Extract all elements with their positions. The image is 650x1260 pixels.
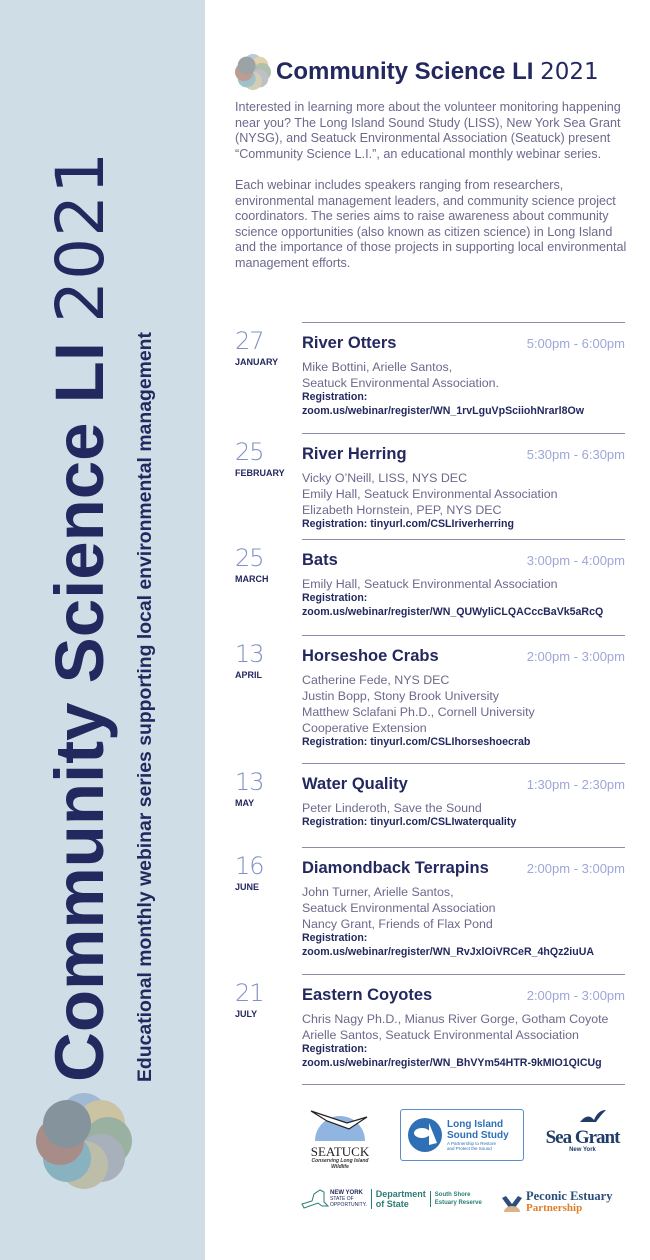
speaker-line: Matthew Sclafani Ph.D., Cornell University bbox=[302, 705, 535, 719]
registration-line[interactable]: zoom.us/webinar/register/WN_QUWyliCLQACccBaVk5aRcQ bbox=[302, 605, 604, 618]
pep-name-1: Peconic Estuary bbox=[526, 1189, 613, 1203]
liss-name-2: Sound Study bbox=[447, 1130, 509, 1141]
event-title: Water Quality bbox=[302, 775, 408, 793]
event-speakers bbox=[302, 576, 625, 592]
event-item bbox=[235, 763, 625, 847]
event-month: JUNE bbox=[235, 882, 260, 892]
page-title bbox=[276, 58, 599, 86]
event-speakers bbox=[302, 359, 625, 391]
nys-dos-logo bbox=[300, 1188, 486, 1210]
event-month: MARCH bbox=[235, 574, 269, 584]
event-item bbox=[235, 974, 625, 1084]
event-day: 25 bbox=[235, 438, 264, 466]
registration-line[interactable]: Registration: tinyurl.com/CSLIriverherring bbox=[302, 518, 514, 530]
speaker-line: Emily Hall, Seatuck Environmental Association bbox=[302, 577, 558, 591]
event-title: Horseshoe Crabs bbox=[302, 647, 439, 665]
vertical-title bbox=[42, 67, 118, 1082]
event-speakers bbox=[302, 672, 625, 736]
event-item bbox=[235, 433, 625, 539]
speaker-line: Mike Bottini, Arielle Santos, bbox=[302, 360, 453, 374]
speaker-line: Cooperative Extension bbox=[302, 721, 427, 735]
registration-line[interactable]: zoom.us/webinar/register/WN_1rvLguVpSciiohNrarl8Ow bbox=[302, 404, 584, 417]
event-speakers bbox=[302, 1011, 625, 1043]
event-date bbox=[235, 635, 302, 763]
page-title-year: 2021 bbox=[540, 59, 599, 85]
registration-line[interactable]: Registration: tinyurl.com/CSLIwaterquality bbox=[302, 816, 517, 828]
event-date bbox=[235, 763, 302, 847]
event-day: 13 bbox=[235, 640, 264, 668]
intro-text bbox=[235, 100, 630, 287]
ssr-line-2: Estuary Reserve bbox=[434, 1200, 482, 1206]
seatuck-tagline: Conserving Long Island Wildlife bbox=[311, 1158, 369, 1170]
event-speakers bbox=[302, 884, 625, 932]
event-title: River Herring bbox=[302, 445, 407, 463]
event-day: 27 bbox=[235, 327, 264, 355]
vertical-title-bold: Community Science LI bbox=[41, 342, 118, 1082]
event-month: APRIL bbox=[235, 670, 262, 680]
speaker-line: Nancy Grant, Friends of Flax Pond bbox=[302, 917, 493, 931]
speaker-line: Peter Linderoth, Save the Sound bbox=[302, 801, 482, 815]
event-item bbox=[235, 322, 625, 433]
partner-logos bbox=[300, 1100, 630, 1230]
registration-line[interactable]: zoom.us/webinar/register/WN_RvJxlOiVRCeR_4hQz2iuUA bbox=[302, 945, 594, 958]
event-date bbox=[235, 974, 302, 1084]
event-details bbox=[302, 763, 625, 847]
event-list bbox=[235, 322, 625, 1085]
ny-line-2: STATE OF bbox=[330, 1196, 354, 1202]
registration-line: Registration: bbox=[302, 391, 368, 403]
event-time: 5:30pm - 6:30pm bbox=[526, 447, 625, 462]
speaker-line: Emily Hall, Seatuck Environmental Association bbox=[302, 487, 558, 501]
event-date bbox=[235, 847, 302, 974]
seatuck-logo bbox=[305, 1105, 375, 1170]
seagrant-logo bbox=[540, 1108, 625, 1153]
event-date bbox=[235, 539, 302, 635]
ny-line-3: OPPORTUNITY. bbox=[330, 1202, 367, 1208]
speaker-line: John Turner, Arielle Santos, bbox=[302, 885, 454, 899]
fish-sail-icon bbox=[407, 1117, 443, 1153]
gull-icon bbox=[578, 1108, 608, 1124]
event-title: Diamondback Terrapins bbox=[302, 859, 489, 877]
ny-line-1: NEW YORK bbox=[330, 1190, 363, 1196]
event-speakers bbox=[302, 800, 625, 816]
page-title-bold: Community Science LI bbox=[276, 58, 534, 85]
speaker-line: Justin Bopp, Stony Brook University bbox=[302, 689, 499, 703]
speaker-line: Seatuck Environmental Association. bbox=[302, 376, 499, 390]
event-speakers bbox=[302, 470, 625, 518]
seagrant-sub: New York bbox=[569, 1147, 596, 1153]
event-details bbox=[302, 635, 625, 763]
event-day: 16 bbox=[235, 852, 264, 880]
registration-line: Registration: bbox=[302, 592, 368, 604]
speaker-line: Elizabeth Hornstein, PEP, NYS DEC bbox=[302, 503, 502, 517]
dept-line-2: of State bbox=[375, 1199, 409, 1209]
event-month: JULY bbox=[235, 1009, 258, 1019]
registration-line[interactable]: Registration: tinyurl.com/CSLIhorseshoecrab bbox=[302, 736, 531, 748]
event-time: 5:00pm - 6:00pm bbox=[526, 336, 625, 351]
event-details bbox=[302, 974, 625, 1084]
ssr-line-1: South Shore bbox=[434, 1192, 471, 1198]
event-day: 21 bbox=[235, 979, 264, 1007]
event-details bbox=[302, 322, 625, 433]
event-time: 1:30pm - 2:30pm bbox=[526, 777, 625, 792]
seatuck-name: SEATUCK bbox=[310, 1144, 370, 1159]
event-month: FEBRUARY bbox=[235, 468, 285, 478]
event-details bbox=[302, 433, 625, 539]
event-time: 2:00pm - 3:00pm bbox=[526, 861, 625, 876]
registration-line: Registration: bbox=[302, 932, 368, 944]
event-month: MAY bbox=[235, 798, 255, 808]
vertical-subtitle: Educational monthly webinar series supporting local environmental management bbox=[134, 332, 156, 1082]
event-date bbox=[235, 322, 302, 433]
liss-tag-2: and Protect the Sound bbox=[447, 1146, 492, 1151]
event-details bbox=[302, 847, 625, 974]
pep-logo bbox=[500, 1190, 612, 1214]
seagrant-name: Sea Grant bbox=[545, 1127, 620, 1148]
event-title: Bats bbox=[302, 551, 338, 569]
speaker-line: Seatuck Environmental Association bbox=[302, 901, 496, 915]
intro-paragraph-2: Each webinar includes speakers ranging from researchers, environmental management leaders, and community science project coordinators. The series aims to raise awareness about community science opportunities (also known as citizen science) in Long Island and the importance of those projects in supporting local environmental management efforts. bbox=[235, 177, 627, 270]
event-time: 2:00pm - 3:00pm bbox=[526, 649, 625, 664]
event-details bbox=[302, 539, 625, 635]
event-title: River Otters bbox=[302, 334, 397, 352]
rosette-logo-icon bbox=[36, 1093, 132, 1189]
event-time: 2:00pm - 3:00pm bbox=[526, 988, 625, 1003]
liss-logo bbox=[400, 1109, 524, 1161]
osprey-icon bbox=[500, 1190, 524, 1214]
speaker-line: Arielle Santos, Seatuck Environmental Association bbox=[302, 1028, 579, 1042]
dept-line-1: Department bbox=[375, 1189, 426, 1199]
event-time: 3:00pm - 4:00pm bbox=[526, 553, 625, 568]
vertical-title-year: 2021 bbox=[42, 150, 119, 323]
speaker-line: Vicky O’Neill, LISS, NYS DEC bbox=[302, 471, 468, 485]
sidebar-panel bbox=[0, 0, 205, 1260]
liss-name-1: Long Island bbox=[447, 1119, 504, 1130]
registration-line: Registration: bbox=[302, 1043, 368, 1055]
event-day: 25 bbox=[235, 544, 264, 572]
rosette-logo-icon bbox=[235, 54, 271, 90]
event-title: Eastern Coyotes bbox=[302, 986, 433, 1004]
event-item bbox=[235, 539, 625, 635]
pep-name-2: Partnership bbox=[526, 1202, 583, 1214]
intro-paragraph-1: Interested in learning more about the volunteer monitoring happening near you? The Long Island Sound Study (LISS), New York Sea Grant (NYSG), and Seatuck Environmental Association (Seatuck) present “Community Science L.I.”, an educational monthly webinar series. bbox=[235, 100, 621, 161]
speaker-line: Catherine Fede, NYS DEC bbox=[302, 673, 450, 687]
speaker-line: Chris Nagy Ph.D., Mianus River Gorge, Gotham Coyote bbox=[302, 1012, 609, 1026]
liss-tag-1: A Partnership to Restore bbox=[447, 1141, 497, 1146]
event-item bbox=[235, 847, 625, 974]
event-item bbox=[235, 635, 625, 763]
registration-line[interactable]: zoom.us/webinar/register/WN_BhVYm54HTR-9kMIO1QICUg bbox=[302, 1056, 602, 1069]
page-header bbox=[235, 54, 599, 90]
divider bbox=[302, 1084, 625, 1085]
event-month: JANUARY bbox=[235, 357, 279, 367]
event-day: 13 bbox=[235, 768, 264, 796]
ny-state-outline-icon bbox=[300, 1188, 330, 1210]
tern-bird-icon bbox=[307, 1105, 373, 1141]
event-date bbox=[235, 433, 302, 539]
vertical-title-block bbox=[42, 67, 158, 1082]
